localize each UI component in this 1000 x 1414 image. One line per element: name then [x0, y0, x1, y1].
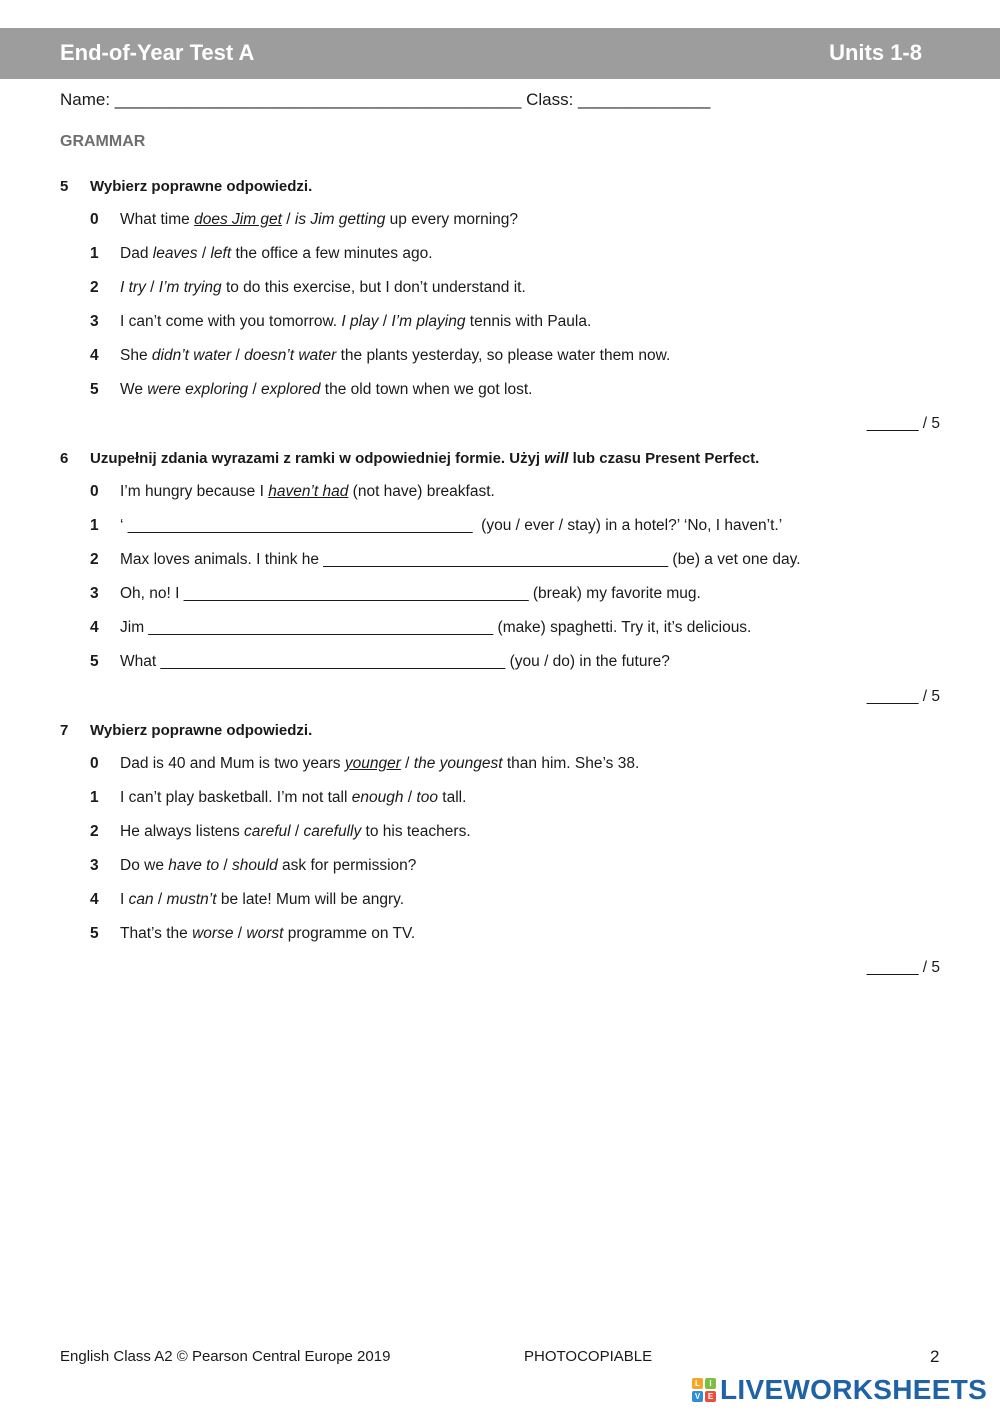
ex7-item-2[interactable]: 2 He always listens careful / carefully to his teachers. [90, 823, 471, 840]
ex6-score: ______ / 5 [866, 688, 940, 705]
units-label: Units 1-8 [829, 40, 922, 65]
ex5-item-5[interactable]: 5 We were exploring / explored the old town when we got lost. [90, 381, 533, 398]
footer-copyright: English Class A2 © Pearson Central Europe 2019 [60, 1348, 391, 1365]
logo-tile: L [692, 1378, 703, 1389]
liveworksheets-icon [692, 1378, 716, 1402]
section-title: GRAMMAR [60, 133, 146, 150]
ex6-item-5[interactable]: 5 What ________________________________________ (you / do) in the future? [90, 653, 670, 670]
header-bar [0, 28, 1000, 79]
exercise-number: 6 [60, 450, 69, 467]
ex5-item-2[interactable]: 2 I try / I’m trying to do this exercise, but I don’t understand it. [90, 279, 526, 296]
ex5-score: ______ / 5 [866, 415, 940, 432]
footer-photocopiable: PHOTOCOPIABLE [524, 1348, 653, 1365]
ex6-item-4[interactable]: 4 Jim ________________________________________ (make) spaghetti. Try it, it’s delicious. [90, 619, 752, 636]
exercise-5-heading [60, 178, 312, 195]
logo-text: LIVEWORKSHEETS [720, 1374, 988, 1405]
logo-tile: E [705, 1391, 716, 1402]
ex5-item-4[interactable]: 4 She didn’t water / doesn’t water the plants yesterday, so please water them now. [90, 347, 671, 364]
ex5-item-0: 0 What time does Jim get / is Jim getting up every morning? [90, 211, 519, 228]
exercise-instruction: Wybierz poprawne odpowiedzi. [90, 722, 313, 739]
exercise-7-heading [60, 722, 312, 739]
answer-blank-line: Jim ________________________________________ (make) spaghetti. Try it, it’s delicious. [120, 619, 752, 636]
ex7-score: ______ / 5 [866, 959, 940, 976]
ex6-item-1[interactable]: 1 ‘ ________________________________________ (you / ever / stay) in a hotel?’ ‘No, I haven’t.’ [90, 517, 783, 534]
ex6-item-0: 0 I’m hungry because I haven’t had (not have) breakfast. [90, 483, 495, 500]
test-title: End-of-Year Test A [60, 40, 255, 65]
ex7-item-4[interactable]: 4 I can / mustn’t be late! Mum will be angry. [90, 891, 405, 908]
logo-tile: V [692, 1391, 703, 1402]
ex7-item-0: 0 Dad is 40 and Mum is two years younger / the youngest than him. She’s 38. [90, 755, 640, 772]
ex6-item-3[interactable]: 3 Oh, no! I ________________________________________ (break) my favorite mug. [90, 585, 701, 602]
page-number: 2 [930, 1347, 940, 1366]
name-class-line: Name: ___________________________________________ Class: ______________ [60, 90, 711, 109]
ex7-item-1[interactable]: 1 I can’t play basketball. I’m not tall enough / too tall. [90, 789, 467, 806]
ex7-item-3[interactable]: 3 Do we have to / should ask for permission? [90, 857, 417, 874]
ex7-item-5[interactable]: 5 That’s the worse / worst programme on TV. [90, 925, 416, 942]
exercise-number: 7 [60, 722, 69, 739]
ex5-item-1[interactable]: 1 Dad leaves / left the office a few minutes ago. [90, 245, 433, 262]
answer-blank-line: What ________________________________________ (you / do) in the future? [120, 653, 670, 670]
ex6-item-2[interactable]: 2 Max loves animals. I think he ________________________________________ (be) a vet one day. [90, 551, 801, 568]
logo-tile: I [705, 1378, 716, 1389]
exercise-number: 5 [60, 178, 69, 195]
exercise-instruction: Wybierz poprawne odpowiedzi. [90, 178, 313, 195]
answer-blank-line: Oh, no! I ________________________________________ (break) my favorite mug. [120, 585, 701, 602]
exercise-6-heading: 6 Uzupełnij zdania wyrazami z ramki w odpowiedniej formie. Użyj will lub czasu Present Perfect. [60, 450, 760, 467]
answer-blank-line: ‘ ________________________________________ (you / ever / stay) in a hotel?’ ‘No, I haven’t.’ [120, 517, 783, 534]
ex5-item-3[interactable]: 3 I can’t come with you tomorrow. I play / I’m playing tennis with Paula. [90, 313, 592, 330]
answer-blank-line: Max loves animals. I think he ________________________________________ (be) a vet one day. [120, 551, 801, 568]
liveworksheets-logo[interactable] [692, 1374, 987, 1406]
